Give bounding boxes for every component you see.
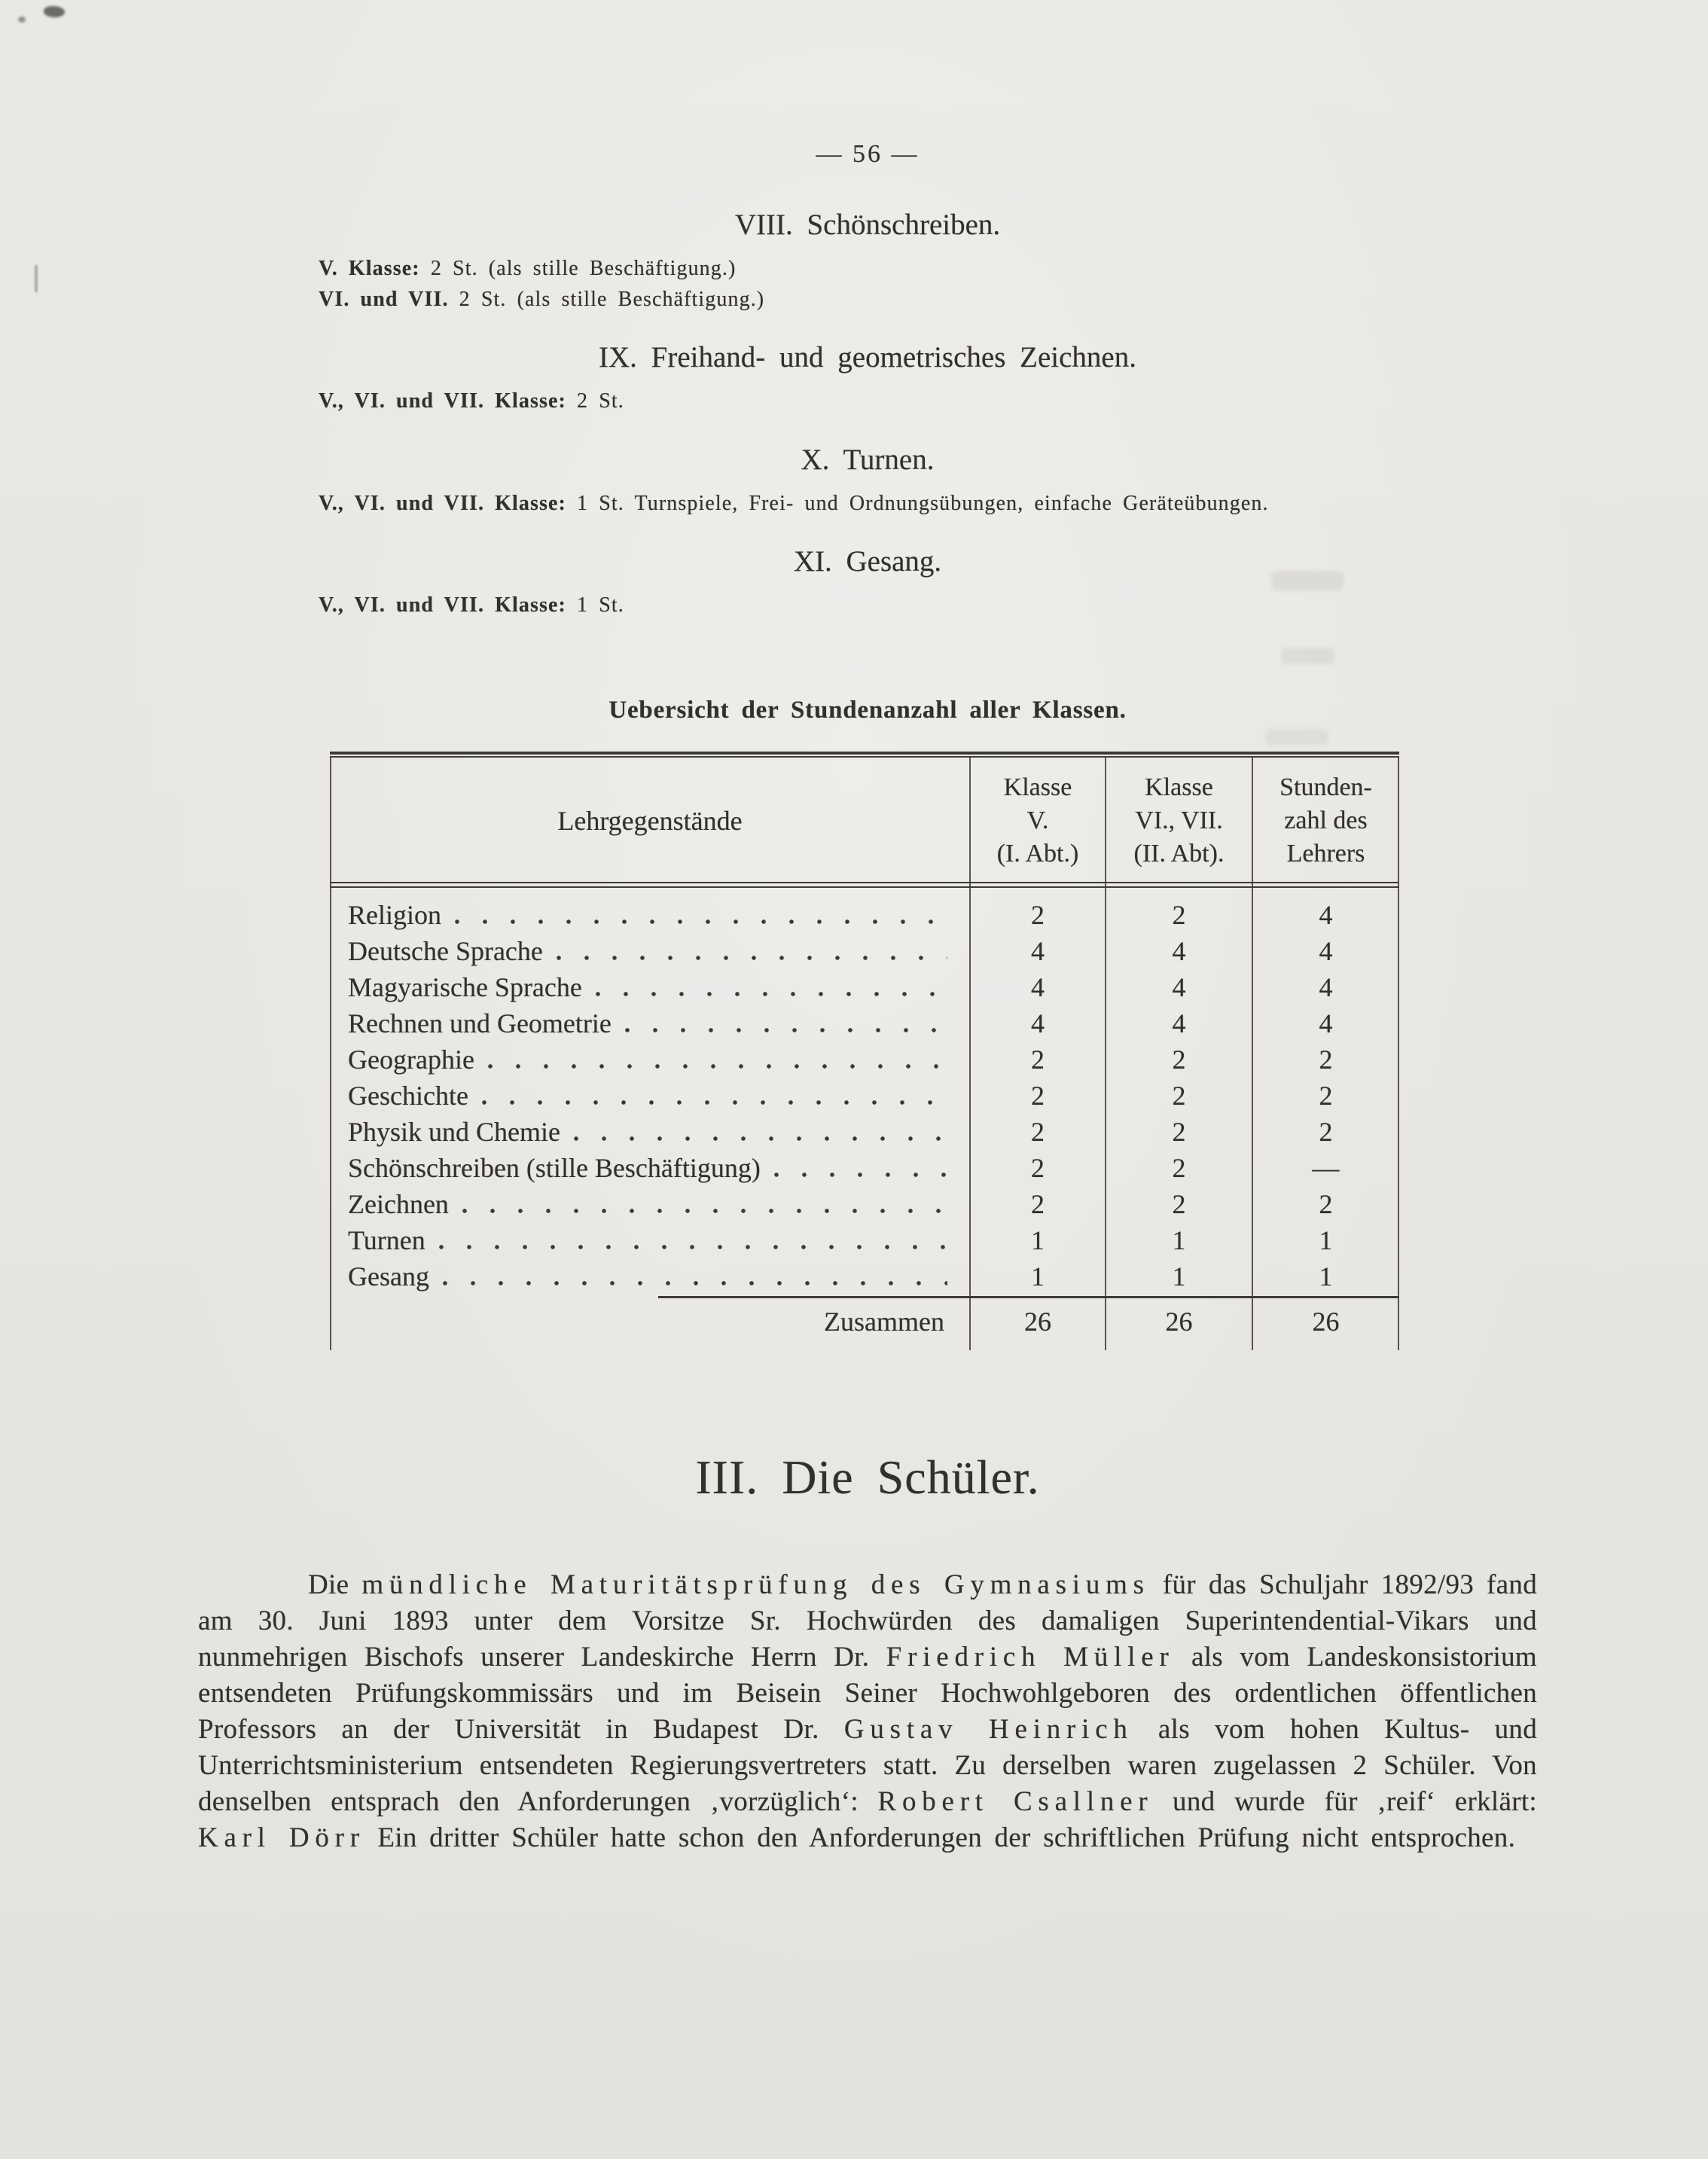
subject-label: Geschichte	[348, 1080, 468, 1111]
lehrer-value: 2	[1319, 1116, 1333, 1147]
body-paragraph	[198, 1567, 1537, 1857]
klasse-vi-vii-value: 1	[1172, 1224, 1186, 1255]
section-viii-line-1	[319, 254, 1537, 285]
scan-artifact	[44, 6, 65, 17]
table-header-rule	[330, 882, 1399, 888]
lehrer-value: 2	[1319, 1080, 1333, 1111]
lehrer-value: 1	[1319, 1224, 1333, 1255]
lehrer-value: —	[1312, 1152, 1340, 1183]
section-turnen	[198, 443, 1537, 520]
header-line: Stunden-	[1279, 773, 1372, 801]
table-row	[330, 1078, 1399, 1114]
klasse-v-value: 2	[1031, 1152, 1045, 1183]
table-column-rule	[1252, 758, 1253, 1350]
klasse-vi-vii-value: 2	[1172, 899, 1186, 930]
klasse-v-value: 4	[1031, 971, 1045, 1002]
emphasized-name: mündliche Maturitätsprüfung des Gymnasiums	[361, 1569, 1150, 1600]
page-number: — 56 —	[816, 140, 920, 168]
table-title: Uebersicht der Stundenanzahl aller Klassen.	[608, 696, 1127, 724]
subject-cell	[330, 1005, 970, 1041]
emphasized-name: Karl Dörr	[198, 1822, 365, 1854]
klasse-v-value: 2	[1031, 1116, 1045, 1147]
subject-cell	[330, 1222, 970, 1258]
subject-label: Zeichnen	[348, 1188, 449, 1219]
table-row	[330, 1186, 1399, 1222]
klasse-vi-vii-value: 2	[1172, 1116, 1186, 1147]
table-row	[330, 897, 1399, 933]
paragraph-text: als vom hohen Kultus- und Unterrichtsministerium entsendeten Regierungsvertreters statt. Zu derselben waren zugelassen 2 Schüler. Von denselben entsprach den Anforderungen ‚vorzüglich‘:	[198, 1713, 1537, 1818]
table-row	[330, 1114, 1399, 1150]
subject-label: Magyarische Sprache	[348, 971, 582, 1002]
paragraph-text: für das Schuljahr 1892/93 fand am 30. Juni 1893 unter dem Vorsitze Sr. Hochwürden des damaligen Superintendential-Vikars und nunmehrigen Bischofs unserer Landeskirche Herrn Dr.	[198, 1569, 1538, 1673]
klasse-vi-vii-value: 1	[1172, 1261, 1186, 1291]
klasse-v-value: 2	[1031, 899, 1045, 930]
table-row	[330, 1041, 1399, 1078]
header-line: (II. Abt).	[1133, 840, 1225, 868]
col-header-lehrgegenstaende: Lehrgegenstände	[557, 805, 743, 836]
line-text: 1 St. Turnspiele, Frei- und Ordnungsübungen, einfache Geräteübungen.	[566, 491, 1269, 515]
subject-label: Rechnen und Geometrie	[348, 1008, 612, 1038]
subject-label: Gesang	[348, 1261, 429, 1291]
header-line: zahl des	[1284, 807, 1368, 835]
dot-leader	[462, 1209, 947, 1213]
table-column-rule	[969, 758, 971, 1350]
klasse-v-value: 2	[1031, 1044, 1045, 1075]
lehrer-value: 4	[1319, 1008, 1333, 1038]
lehrer-value: 1	[1319, 1261, 1333, 1291]
table-row	[330, 1005, 1399, 1041]
section-schoenschreiben	[198, 208, 1537, 315]
class-designation: V., VI. und VII. Klasse:	[319, 491, 566, 515]
totals-klasse-vi-vii: 26	[1165, 1306, 1193, 1337]
subject-cell	[330, 1258, 970, 1294]
header-line: Lehrers	[1286, 840, 1365, 868]
subject-cell	[330, 1041, 970, 1078]
klasse-v-value: 1	[1031, 1224, 1045, 1255]
dot-leader	[482, 1100, 947, 1105]
section-ix-heading: IX. Freihand- und geometrisches Zeichnen.	[599, 341, 1136, 374]
dot-leader	[574, 1136, 947, 1141]
chapter-heading: III. Die Schüler.	[695, 1450, 1040, 1504]
table-totals-row	[330, 1296, 1399, 1350]
section-ix-line-1	[319, 386, 1537, 417]
lehrer-value: 4	[1319, 935, 1333, 966]
col-header-klasse-vi-vii	[1106, 771, 1252, 871]
klasse-v-value: 2	[1031, 1080, 1045, 1111]
subject-cell	[330, 897, 970, 933]
klasse-vi-vii-value: 2	[1172, 1044, 1186, 1075]
klasse-v-value: 2	[1031, 1188, 1045, 1219]
class-designation: V. Klasse:	[319, 257, 420, 280]
lehrer-value: 2	[1319, 1044, 1333, 1075]
paragraph-text: Die	[308, 1569, 362, 1600]
subject-label: Physik und Chemie	[348, 1116, 561, 1147]
line-text: 2 St. (als stille Beschäftigung.)	[419, 257, 737, 280]
subject-cell	[330, 1186, 970, 1222]
emphasized-name: Gustav Heinrich	[843, 1713, 1133, 1745]
section-x-heading: X. Turnen.	[801, 443, 935, 476]
totals-klasse-v: 26	[1024, 1306, 1051, 1337]
table-row	[330, 1150, 1399, 1186]
table-column-rule	[1105, 758, 1106, 1350]
dot-leader	[439, 1245, 947, 1249]
table-right-rule	[1398, 758, 1399, 1350]
subject-cell	[330, 933, 970, 969]
subject-label: Religion	[348, 899, 441, 930]
line-text: 1 St.	[566, 593, 624, 618]
dot-leader	[774, 1173, 947, 1177]
subject-cell	[330, 1078, 970, 1114]
table-row	[330, 969, 1399, 1005]
table-row	[330, 933, 1399, 969]
class-designation: V., VI. und VII. Klasse:	[319, 389, 566, 413]
scan-artifact	[35, 265, 38, 292]
page-content	[198, 0, 1537, 1856]
dot-leader	[443, 1281, 947, 1285]
dot-leader	[625, 1028, 947, 1032]
header-line: VI., VII.	[1135, 807, 1223, 835]
table-inner	[330, 758, 1399, 1350]
dot-leader	[455, 919, 947, 924]
emphasized-name: Robert Csallner	[877, 1786, 1154, 1818]
section-viii-heading: VIII. Schönschreiben.	[734, 209, 1001, 241]
klasse-vi-vii-value: 2	[1172, 1080, 1186, 1111]
subject-label: Geographie	[348, 1044, 474, 1075]
table-row	[330, 1222, 1399, 1258]
line-text: 2 St. (als stille Beschäftigung.)	[448, 287, 765, 311]
klasse-vi-vii-value: 4	[1172, 935, 1186, 966]
subject-label: Deutsche Sprache	[348, 935, 543, 966]
table-body	[330, 888, 1399, 1296]
lehrer-value: 4	[1319, 971, 1333, 1002]
lehrer-value: 4	[1319, 899, 1333, 930]
dot-leader	[557, 956, 947, 960]
klasse-vi-vii-value: 4	[1172, 971, 1186, 1002]
header-line: Klasse	[1003, 773, 1072, 801]
class-designation: V., VI. und VII. Klasse:	[319, 593, 566, 618]
klasse-vi-vii-value: 2	[1172, 1188, 1186, 1219]
klasse-vi-vii-value: 2	[1172, 1152, 1186, 1183]
col-header-klasse-v	[970, 771, 1106, 871]
paragraph-text: Ein dritter Schüler hatte schon den Anforderungen der schriftlichen Prüfung nicht entsprochen.	[364, 1822, 1516, 1854]
totals-label: Zusammen	[824, 1306, 944, 1337]
table-header	[330, 758, 1399, 882]
klasse-v-value: 4	[1031, 1008, 1045, 1038]
emphasized-name: Friedrich Müller	[886, 1641, 1175, 1673]
section-viii-line-2	[319, 285, 1537, 316]
subject-label: Schönschreiben (stille Beschäftigung)	[348, 1152, 761, 1183]
totals-lehrer: 26	[1312, 1306, 1340, 1337]
section-xi-line-1	[319, 590, 1537, 621]
paragraph-text: als vom Landeskonsistorium entsendeten Prüfungskommissärs und im Beisein Seiner Hochwohlgeboren des ordentlichen öffentlichen Professors an der Universität in Budapest Dr.	[198, 1641, 1537, 1745]
header-line: V.	[1026, 807, 1049, 835]
header-line: Klasse	[1145, 773, 1213, 801]
klasse-vi-vii-value: 4	[1172, 1008, 1186, 1038]
section-x-line-1	[319, 489, 1537, 520]
table-top-rule	[330, 752, 1399, 758]
line-text: 2 St.	[566, 389, 624, 413]
table-row	[330, 1258, 1399, 1294]
uebersicht-table	[330, 752, 1399, 1350]
subject-label: Turnen	[348, 1224, 425, 1255]
dot-leader	[488, 1064, 947, 1069]
subject-cell	[330, 1114, 970, 1150]
subject-cell	[330, 1150, 970, 1186]
section-zeichnen	[198, 340, 1537, 417]
scan-artifact	[18, 17, 26, 23]
class-designation: VI. und VII.	[319, 287, 449, 311]
section-gesang	[198, 544, 1537, 621]
klasse-v-value: 1	[1031, 1261, 1045, 1291]
header-line: (I. Abt.)	[996, 840, 1079, 868]
lehrer-value: 2	[1319, 1188, 1333, 1219]
paragraph-text: und wurde für ‚reif‘ erklärt:	[1153, 1786, 1537, 1818]
col-header-stundenzahl	[1252, 771, 1399, 871]
klasse-v-value: 4	[1031, 935, 1045, 966]
subject-cell	[330, 969, 970, 1005]
section-xi-heading: XI. Gesang.	[793, 545, 942, 578]
dot-leader	[596, 992, 947, 996]
table-left-rule	[330, 758, 331, 1350]
